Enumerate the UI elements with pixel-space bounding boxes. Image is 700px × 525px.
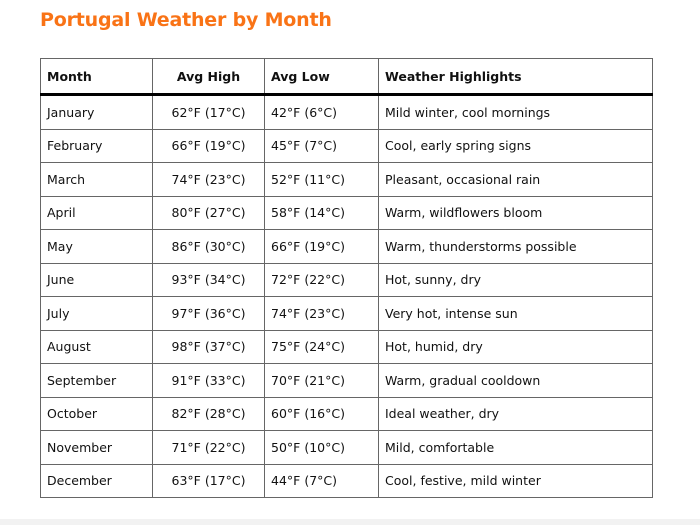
table-cell: Very hot, intense sun [379,297,653,331]
table-cell: March [41,163,153,197]
table-cell: April [41,196,153,230]
table-row [41,431,653,465]
table-row [41,230,653,264]
table-row [41,263,653,297]
column-header: Weather Highlights [379,59,653,95]
table-cell: Hot, sunny, dry [379,263,653,297]
table-cell: 75°F (24°C) [265,330,379,364]
table-cell: 98°F (37°C) [153,330,265,364]
table-cell: 80°F (27°C) [153,196,265,230]
table-cell: February [41,129,153,163]
table-cell: Warm, wildflowers bloom [379,196,653,230]
table-cell: 44°F (7°C) [265,464,379,498]
table-cell: 45°F (7°C) [265,129,379,163]
table-cell: 72°F (22°C) [265,263,379,297]
table-cell: 86°F (30°C) [153,230,265,264]
table-cell: December [41,464,153,498]
table-cell: 71°F (22°C) [153,431,265,465]
table-cell: October [41,397,153,431]
table-cell: 93°F (34°C) [153,263,265,297]
table-cell: Cool, festive, mild winter [379,464,653,498]
table-cell: 97°F (36°C) [153,297,265,331]
table-cell: 66°F (19°C) [265,230,379,264]
table-row [41,364,653,398]
table-cell: Warm, gradual cooldown [379,364,653,398]
table-row [41,297,653,331]
table-cell: Cool, early spring signs [379,129,653,163]
table-cell: Ideal weather, dry [379,397,653,431]
table-row [41,196,653,230]
table-cell: September [41,364,153,398]
column-header: Avg High [153,59,265,95]
table-row [41,129,653,163]
table-cell: 66°F (19°C) [153,129,265,163]
table-row [41,397,653,431]
table-cell: Mild, comfortable [379,431,653,465]
table-row [41,464,653,498]
table-cell: 70°F (21°C) [265,364,379,398]
table-cell: 91°F (33°C) [153,364,265,398]
table-cell: Warm, thunderstorms possible [379,230,653,264]
table-row [41,95,653,130]
table-cell: 50°F (10°C) [265,431,379,465]
table-cell: November [41,431,153,465]
table-row [41,330,653,364]
table-header-row [41,59,653,95]
page-footer-bar [0,519,700,525]
table-cell: 82°F (28°C) [153,397,265,431]
table-cell: 63°F (17°C) [153,464,265,498]
table-cell: 58°F (14°C) [265,196,379,230]
table-cell: Mild winter, cool mornings [379,95,653,130]
page-title: Portugal Weather by Month [40,9,332,31]
table-cell: 74°F (23°C) [265,297,379,331]
table-cell: 60°F (16°C) [265,397,379,431]
table-cell: 52°F (11°C) [265,163,379,197]
column-header: Month [41,59,153,95]
weather-table [40,58,653,498]
table-row [41,163,653,197]
table-cell: May [41,230,153,264]
column-header: Avg Low [265,59,379,95]
table-cell: July [41,297,153,331]
table-cell: June [41,263,153,297]
table-cell: January [41,95,153,130]
table-cell: 74°F (23°C) [153,163,265,197]
table-cell: Hot, humid, dry [379,330,653,364]
table-cell: 62°F (17°C) [153,95,265,130]
table-cell: 42°F (6°C) [265,95,379,130]
table-cell: August [41,330,153,364]
table-cell: Pleasant, occasional rain [379,163,653,197]
